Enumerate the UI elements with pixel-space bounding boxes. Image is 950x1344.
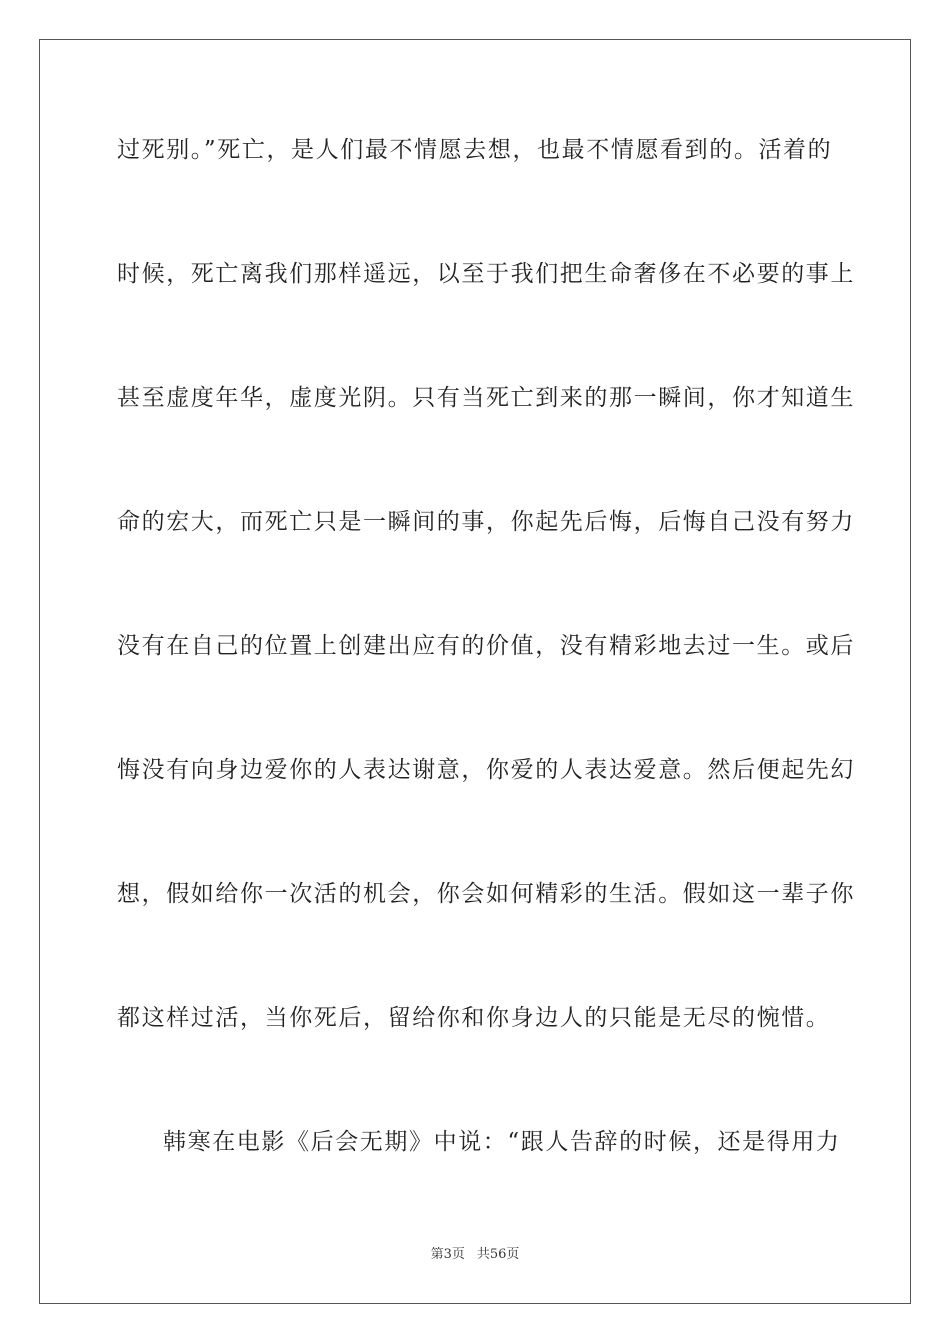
paragraph-line: 没有在自己的位置上创建出应有的价值，没有精彩地去过一生。或后 xyxy=(117,633,855,659)
total-pages: 共56页 xyxy=(476,1247,520,1262)
paragraph-line: 甚至虚度年华，虚度光阴。只有当死亡到来的那一瞬间，你才知道生 xyxy=(117,385,855,411)
paragraph-first-line: 韩寒在电影《后会无期》中说：“跟人告辞的时候，还是得用力 xyxy=(163,1129,841,1155)
paragraph-line: 想，假如给你一次活的机会，你会如何精彩的生活。假如这一辈子你 xyxy=(117,881,855,907)
paragraph-line: 时候，死亡离我们那样遥远，以至于我们把生命奢侈在不必要的事上 xyxy=(117,261,855,287)
page-footer xyxy=(0,1246,950,1264)
paragraph-line: 悔没有向身边爱你的人表达谢意，你爱的人表达爱意。然后便起先幻 xyxy=(117,757,855,783)
paragraph-line: 过死别。”死亡，是人们最不情愿去想，也最不情愿看到的。活着的 xyxy=(117,137,833,163)
page-border xyxy=(39,39,911,1304)
paragraph-line: 都这样过活，当你死后，留给你和你身边人的只能是无尽的惋惜。 xyxy=(117,1005,831,1031)
paragraph-line: 命的宏大，而死亡只是一瞬间的事，你起先后悔，后悔自己没有努力 xyxy=(117,509,855,535)
page-number: 第3页 xyxy=(430,1247,465,1262)
